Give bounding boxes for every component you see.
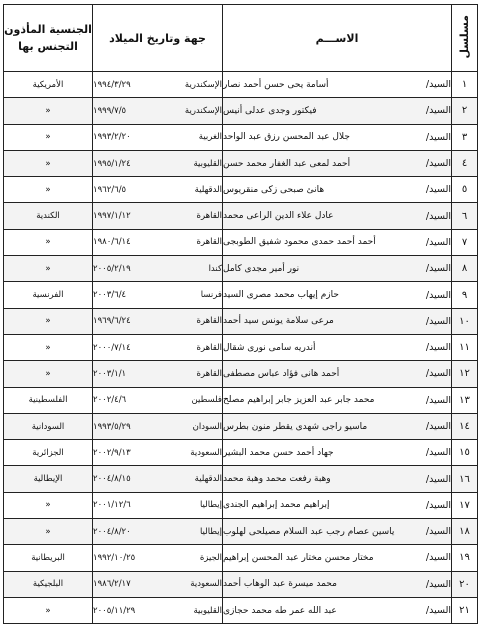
person-name-cell [223,334,452,360]
nationality: الجزائرية [4,440,93,466]
honorific: السيد/ [425,79,451,91]
person-name: ياسين عصام رجب عبد السلام مصيلحى لهلوب [223,526,395,537]
person-name-cell [223,361,452,387]
nationality: « [4,177,93,203]
birth-date: ١٩٨٠/٦/١٤ [93,237,131,248]
table-row [4,229,478,255]
nationality: السودانية [4,413,93,439]
birth-date: ١٩٩٩/٧/٥ [93,105,127,116]
birth-date: ٢٠٠٤/٨/١٥ [93,474,131,485]
birth-date: ٢٠٠٠/٧/١٤ [93,342,131,353]
person-name: جهاد أحمد حسن محمد البشير [223,447,334,458]
honorific: السيد/ [425,236,451,248]
person-name-cell [223,466,452,492]
person-name-cell [223,413,452,439]
honorific: السيد/ [425,315,451,327]
table-row [4,203,478,229]
table-row [4,72,478,98]
honorific: السيد/ [425,578,451,590]
birth-cell [93,519,223,545]
person-name: إبراهيم محمد إبراهيم الجندى [223,500,330,511]
person-name-cell [223,519,452,545]
person-name-cell [223,440,452,466]
person-name: محمد جابر عبد العزيز جابر إبراهيم مصلح [223,395,375,406]
row-number: ١١ [452,334,478,360]
row-number: ١٥ [452,440,478,466]
row-number: ٣ [452,124,478,150]
birth-cell [93,492,223,518]
honorific: السيد/ [425,263,451,275]
birth-place: فرنسا [200,290,222,301]
honorific: السيد/ [425,184,451,196]
row-number: ١٨ [452,519,478,545]
honorific: السيد/ [425,499,451,511]
birth-place: السعودية [190,447,222,458]
row-number: ٧ [452,229,478,255]
honorific: السيد/ [425,105,451,117]
table-row [4,597,478,623]
nationality: البلجيكية [4,571,93,597]
birth-cell [93,571,223,597]
birth-date: ١٩٩٣/٢/٢٠ [93,132,131,143]
birth-cell [93,124,223,150]
birth-place: الإسكندرية [184,79,222,90]
row-number: ٢ [452,98,478,124]
row-number: ٢١ [452,597,478,623]
honorific: السيد/ [425,131,451,143]
birth-date: ٢٠٠٤/٨/٢٠ [93,526,131,537]
birth-place: إيطاليا [199,500,222,511]
birth-date: ١٩٩٧/١/١٢ [93,211,131,222]
person-name: عادل علاء الدين الراعى محمد [223,211,334,222]
person-name-cell [223,571,452,597]
row-number: ١٦ [452,466,478,492]
birth-place: الجيزة [199,552,222,563]
honorific: السيد/ [425,526,451,538]
nationality: الفرنسية [4,282,93,308]
birth-date: ١٩٩٢/١٠/٢٥ [93,552,136,563]
table-row [4,282,478,308]
row-number: ١٩ [452,545,478,571]
birth-cell [93,256,223,282]
birth-date: ٢٠٠٥/٢/١٩ [93,263,131,274]
birth-place: الغربية [198,132,222,143]
birth-place: القاهرة [196,342,222,353]
person-name: ماسيو راجى شهدى يقطر منون بطرس [223,421,368,432]
row-number: ١٠ [452,308,478,334]
person-name: عبد الله عمر طه محمد حجازى [223,605,337,616]
honorific: السيد/ [425,289,451,301]
birth-place: القاهرة [196,237,222,248]
birth-place: السودان [192,421,222,432]
person-name-cell [223,256,452,282]
person-name-cell [223,124,452,150]
birth-cell [93,387,223,413]
person-name: مختار محسن مختار عبد المحسن إبراهيم [223,552,374,563]
row-number: ٨ [452,256,478,282]
nationality: « [4,361,93,387]
nationality: « [4,519,93,545]
person-name-cell [223,597,452,623]
table-row [4,334,478,360]
birth-date: ٢٠٠٢/٤/٦ [93,395,127,406]
naturalization-table [3,4,478,624]
honorific: السيد/ [425,421,451,432]
person-name: فيكتور وجدى عدلى أنيس [223,105,317,116]
table-row [4,177,478,203]
birth-cell [93,229,223,255]
birth-place: فلسطين [191,395,222,406]
nationality: « [4,229,93,255]
birth-place: القاهرة [196,211,222,222]
nationality: البريطانية [4,545,93,571]
person-name-cell [223,492,452,518]
person-name: أحمد لمعى عبد الغفار محمد حسن [223,158,351,169]
person-name-cell [223,150,452,176]
table-row [4,413,478,439]
birth-date: ١٩٩٤/٣/٢٩ [93,79,131,90]
birth-date: ٢٠٠٣/٦/٤ [93,290,127,301]
nationality: « [4,98,93,124]
row-number: ١٧ [452,492,478,518]
nationality: « [4,256,93,282]
birth-date: ١٩٩٣/٥/٢٩ [93,421,131,432]
table-row [4,361,478,387]
person-name: جلال عبد المحسن رزق عبد الواحد [223,132,350,143]
birth-date: ١٩٦٩/٦/٢٤ [93,316,131,327]
table-row [4,492,478,518]
nationality: الأمريكية [4,72,93,98]
table-row [4,440,478,466]
birth-place: القليوبية [193,158,222,169]
table-row [4,571,478,597]
honorific: السيد/ [425,605,451,617]
birth-date: ٢٠٠٥/١١/٢٩ [93,605,136,616]
person-name-cell [223,203,452,229]
birth-place: القليوبية [193,605,222,616]
row-number: ٦ [452,203,478,229]
birth-place: القاهرة [196,368,222,379]
birth-place: إيطاليا [199,526,222,537]
person-name-cell [223,72,452,98]
person-name: هانئ صبحى زكى منقريوس [223,184,325,195]
table-row [4,124,478,150]
person-name-cell [223,308,452,334]
person-name-cell [223,545,452,571]
birth-place: الإسكندرية [184,105,222,116]
person-name-cell [223,98,452,124]
person-name: نور أمير مجدى كامل [223,263,300,274]
row-number: ١ [452,72,478,98]
person-name: أندريه سامى نورى شقال [223,342,316,353]
person-name: محمد ميسرة عبد الوهاب أحمد [223,579,337,590]
birth-cell [93,72,223,98]
honorific: السيد/ [425,158,451,170]
nationality: « [4,597,93,623]
person-name: أحمد هانى فؤاد عباس مصطفى [223,368,340,379]
honorific: السيد/ [425,210,451,222]
row-number: ٩ [452,282,478,308]
nationality: الإيطالية [4,466,93,492]
honorific: السيد/ [425,368,451,380]
nationality: « [4,124,93,150]
person-name-cell [223,229,452,255]
nationality: « [4,308,93,334]
person-name: وهبة رفعت محمد وهبة محمد [223,474,331,485]
header-nationality: الجنسية المأذون التجنس بها [4,5,93,72]
person-name-cell [223,387,452,413]
birth-cell [93,413,223,439]
honorific: السيد/ [425,447,451,459]
birth-date: ١٩٩٥/١/٢٤ [93,158,131,169]
person-name: أسامة يحى حسن أحمد نصار [223,79,329,90]
honorific: السيد/ [425,394,451,406]
birth-date: ٢٠٠٢/٩/١٣ [93,447,131,458]
honorific: السيد/ [425,342,451,354]
birth-cell [93,466,223,492]
nationality: الكندية [4,203,93,229]
table-row [4,308,478,334]
table-row [4,256,478,282]
table-row [4,466,478,492]
birth-cell [93,177,223,203]
header-row [4,5,478,72]
birth-cell [93,308,223,334]
person-name-cell [223,282,452,308]
row-number: ٢٠ [452,571,478,597]
header-serial: مسلسل [452,5,478,72]
person-name: أحمد أحمد حمدى محمود شفيق الطوبجى [223,237,376,248]
table-row [4,387,478,413]
birth-cell [93,361,223,387]
birth-cell [93,150,223,176]
table-row [4,545,478,571]
nationality: الفلسطينية [4,387,93,413]
birth-place: القاهرة [196,316,222,327]
row-number: ٥ [452,177,478,203]
header-name: الاســـم [223,5,452,72]
birth-cell [93,98,223,124]
row-number: ١٢ [452,361,478,387]
birth-place: السعودية [190,579,222,590]
row-number: ٤ [452,150,478,176]
birth-place: الدقهلية [194,474,222,485]
birth-place: الدقهلية [194,184,222,195]
birth-date: ١٩٨٦/٢/١٧ [93,579,131,590]
birth-cell [93,282,223,308]
header-birth: جهة وتاريخ الميلاد [93,5,223,72]
table-row [4,98,478,124]
honorific: السيد/ [425,552,451,564]
nationality: « [4,492,93,518]
person-name-cell [223,177,452,203]
table-row [4,519,478,545]
row-number: ١٣ [452,387,478,413]
birth-cell [93,545,223,571]
birth-cell [93,334,223,360]
birth-cell [93,203,223,229]
honorific: السيد/ [425,473,451,485]
nationality: « [4,334,93,360]
nationality: « [4,150,93,176]
birth-date: ٢٠٠١/١٢/٦ [93,500,131,511]
person-name: حازم إيهاب محمد مصرى السيد [223,290,339,301]
birth-date: ١٩٦٢/٦/٥ [93,184,127,195]
birth-place: كندا [208,263,222,274]
person-name: مرعى سلامة يونس سيد أحمد [223,316,334,327]
birth-cell [93,597,223,623]
birth-cell [93,440,223,466]
birth-date: ٢٠٠٣/١/١ [93,368,127,379]
row-number: ١٤ [452,413,478,439]
table-row [4,150,478,176]
